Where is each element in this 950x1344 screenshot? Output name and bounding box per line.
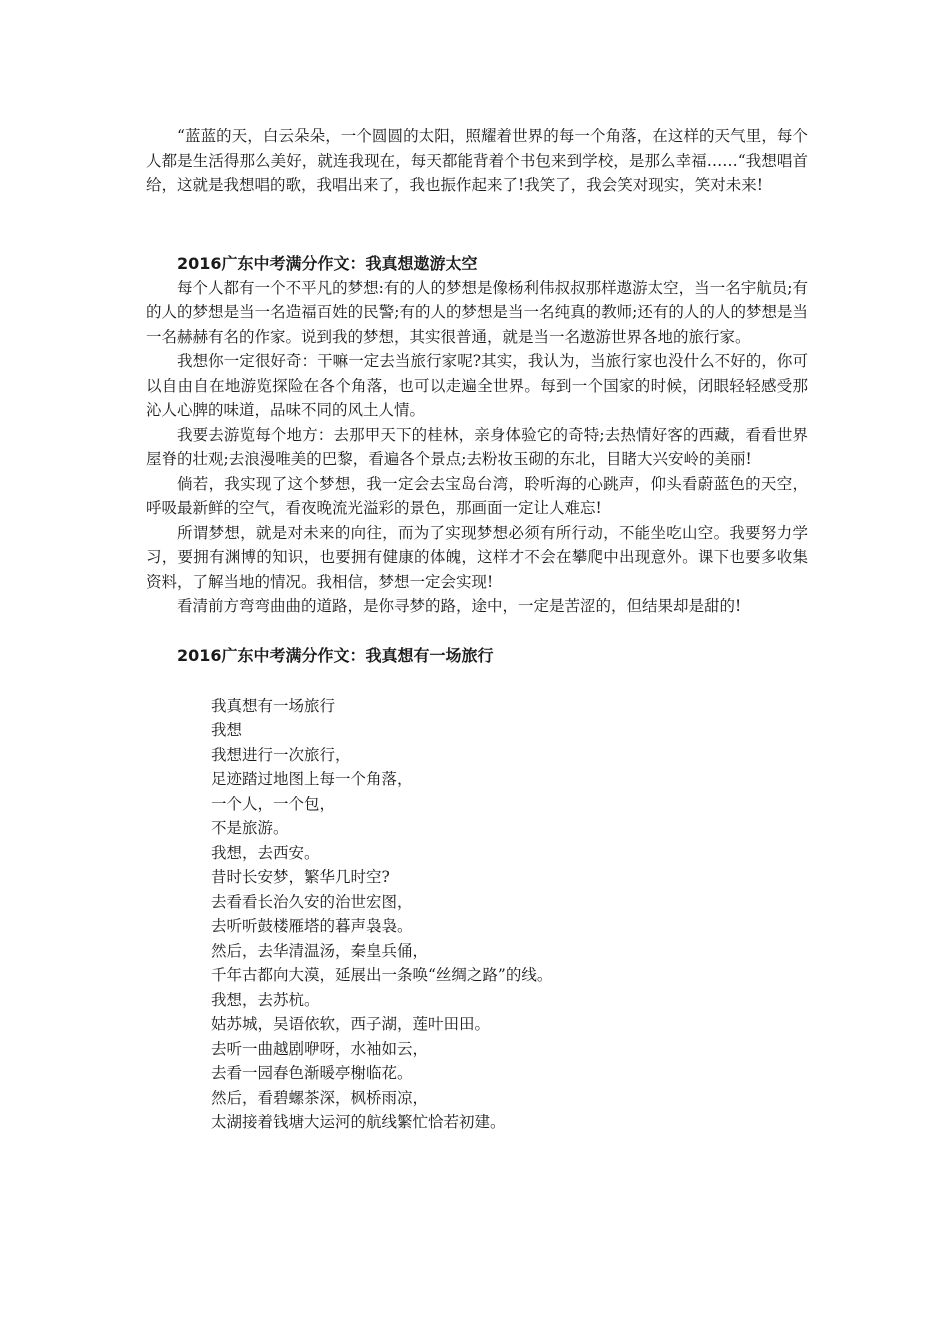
essay1-paragraph: 我要去游览每个地方：去那甲天下的桂林，亲身体验它的奇特;去热情好客的西藏，看看世界屋脊的壮观;去浪漫唯美的巴黎，看遍各个景点;去粉妆玉砌的东北，目睹大兴安岭的美丽! bbox=[146, 425, 808, 468]
poem-line: 姑苏城，吴语依软，西子湖，莲叶田田。 bbox=[211, 1015, 491, 1033]
essay1-paragraph: 每个人都有一个不平凡的梦想:有的人的梦想是像杨利伟叔叔那样遨游太空，当一名宇航员;有的人的梦想是当一名造福百姓的民警;有的人的梦想是当一名纯真的教师;还有的人的人的梦想是当一名赫赫有名的作家。说到我的梦想，其实很普通，就是当一名遨游世界各地的旅行家。 bbox=[146, 278, 808, 346]
poem-line: 去听一曲越剧咿呀，水袖如云， bbox=[211, 1039, 429, 1058]
poem-line: 然后，去华清温汤，秦皇兵俑， bbox=[211, 941, 429, 960]
document-page bbox=[146, 124, 808, 1135]
essay1-paragraph: 所谓梦想，就是对未来的向往，而为了实现梦想必须有所行动，不能坐吃山空。我要努力学习，要拥有渊博的知识，也要拥有健康的体魄，这样才不会在攀爬中出现意外。课下也要多收集资料，了解当地的情况。我相信，梦想一定会实现! bbox=[146, 523, 808, 591]
poem-line: 足迹踏过地图上每一个角落， bbox=[211, 770, 413, 788]
poem-line: 我想 bbox=[211, 721, 243, 739]
poem-line: 我想，去西安。 bbox=[211, 843, 320, 862]
intro-paragraph: “蓝蓝的天，白云朵朵，一个圆圆的太阳，照耀着世界的每一个角落，在这样的天气里，每个人都是生活得那么美好，就连我现在，每天都能背着个书包来到学校，是那么幸福……“我想唱首给，这就是我想唱的歌，我唱出来了，我也振作起来了!我笑了，我会笑对现实，笑对未来! bbox=[146, 127, 808, 194]
poem-line: 一个人，一个包， bbox=[211, 794, 336, 813]
poem-line: 不是旅游。 bbox=[211, 819, 289, 837]
poem-line: 我真想有一场旅行 bbox=[211, 696, 336, 715]
poem-line: 然后，看碧螺茶深，枫桥雨凉， bbox=[211, 1088, 429, 1107]
poem-line: 去看一园春色渐暖亭榭临花。 bbox=[211, 1064, 413, 1082]
poem-line: 我想进行一次旅行， bbox=[211, 745, 351, 764]
essay1-paragraph: 倘若，我实现了这个梦想，我一定会去宝岛台湾，聆听海的心跳声，仰头看蔚蓝色的天空，呼吸最新鲜的空气，看夜晚流光溢彩的景色，那画面一定让人难忘! bbox=[146, 474, 808, 517]
poem-line: 去看看长治久安的治世宏图， bbox=[211, 892, 413, 911]
essay1-paragraph: 我想你一定很好奇：干嘛一定去当旅行家呢?其实，我认为，当旅行家也没什么不好的，你可以自由自在地游览探险在各个角落，也可以走遍全世界。每到一个国家的时候，闭眼轻轻感受那沁人心脾的味道，品味不同的风土人情。 bbox=[146, 352, 808, 419]
essay1-title: 2016广东中考满分作文：我真想遨游太空 bbox=[177, 253, 478, 273]
essay2-title: 2016广东中考满分作文：我真想有一场旅行 bbox=[177, 645, 494, 665]
essay2-poem bbox=[146, 694, 808, 1135]
essay1-paragraph: 看清前方弯弯曲曲的道路，是你寻梦的路，途中，一定是苦涩的，但结果却是甜的! bbox=[177, 597, 742, 615]
essay1-body bbox=[146, 276, 808, 619]
poem-line: 昔时长安梦，繁华几时空? bbox=[211, 868, 390, 886]
poem-line: 千年古都向大漠，延展出一条唤“丝绸之路”的线。 bbox=[211, 966, 553, 984]
poem-line: 去听听鼓楼雁塔的暮声袅袅。 bbox=[211, 917, 413, 935]
poem-line: 我想，去苏杭。 bbox=[211, 990, 320, 1009]
poem-line: 太湖接着钱塘大运河的航线繁忙恰若初建。 bbox=[211, 1113, 506, 1131]
